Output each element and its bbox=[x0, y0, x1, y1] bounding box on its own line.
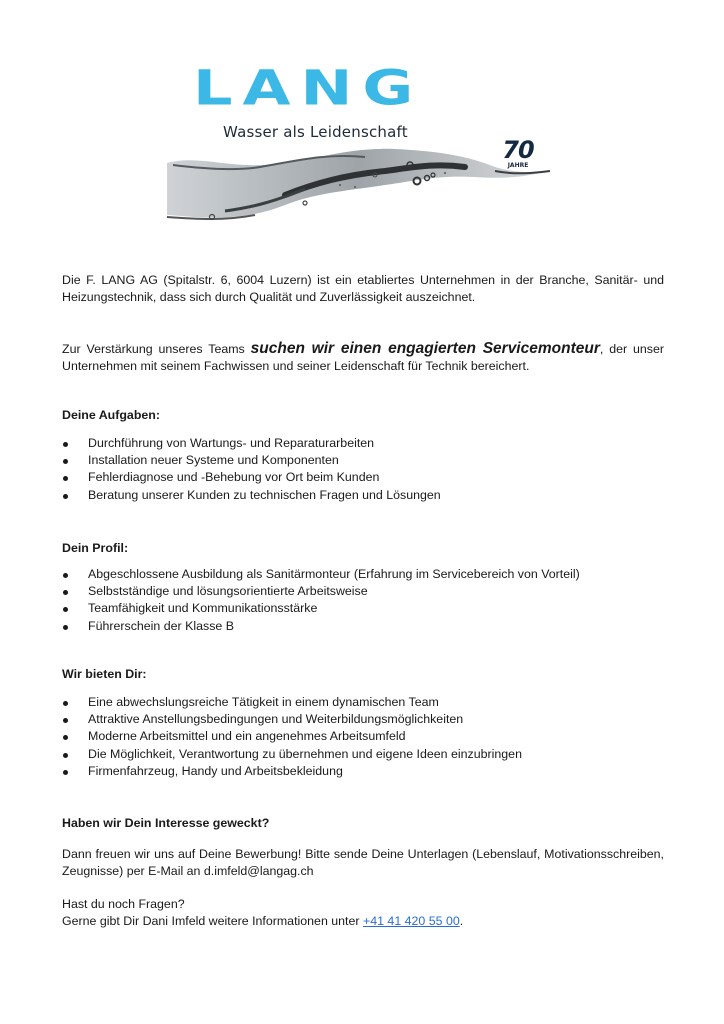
section-heading-interesse: Haben wir Dein Interesse geweckt? bbox=[62, 816, 270, 830]
list-item: Attraktive Anstellungsbedingungen und Weiterbildungsmöglichkeiten bbox=[62, 711, 682, 728]
section-heading-aufgaben: Deine Aufgaben: bbox=[62, 408, 160, 422]
list-item: Beratung unserer Kunden zu technischen Fragen und Lösungen bbox=[62, 487, 682, 504]
contact-line bbox=[62, 913, 664, 930]
contact-period: . bbox=[459, 914, 464, 928]
water-splash-icon bbox=[165, 145, 555, 235]
lead-emphasis: suchen wir einen engagierten Servicemonteur bbox=[250, 340, 600, 357]
list-item: Abgeschlossene Ausbildung als Sanitärmonteur (Erfahrung im Servicebereich von Vorteil) bbox=[62, 566, 682, 583]
logo-tagline: Wasser als Leidenschaft bbox=[223, 123, 408, 141]
company-logo-header bbox=[165, 60, 555, 235]
section-heading-bieten: Wir bieten Dir: bbox=[62, 667, 147, 681]
contact-questions bbox=[62, 896, 664, 930]
list-item: Selbstständige und lösungsorientierte Arbeitsweise bbox=[62, 583, 682, 600]
anniversary-label: JAHRE bbox=[507, 162, 529, 169]
aufgaben-list bbox=[62, 435, 682, 504]
list-item: Firmenfahrzeug, Handy und Arbeitsbekleidung bbox=[62, 763, 682, 780]
list-item: Eine abwechslungsreiche Tätigkeit in einem dynamischen Team bbox=[62, 694, 682, 711]
lead-text-before: Zur Verstärkung unseres Teams bbox=[62, 342, 251, 356]
questions-line: Hast du noch Fragen? bbox=[62, 897, 185, 911]
list-item: Teamfähigkeit und Kommunikationsstärke bbox=[62, 600, 682, 617]
bieten-list bbox=[62, 694, 682, 780]
job-lead-paragraph bbox=[62, 340, 664, 375]
anniversary-number: 70 bbox=[502, 136, 534, 164]
list-item: Installation neuer Systeme und Komponenten bbox=[62, 452, 682, 469]
list-item: Durchführung von Wartungs- und Reparaturarbeiten bbox=[62, 435, 682, 452]
lang-logo-wordmark: LANG bbox=[193, 59, 424, 117]
application-instructions: Dann freuen wir uns auf Deine Bewerbung! Bitte sende Deine Unterlagen (Lebenslauf, Motivationsschreiben, Zeugnisse) per E-Mail an d.imfeld@langag.ch bbox=[62, 847, 664, 878]
company-intro-paragraph: Die F. LANG AG (Spitalstr. 6, 6004 Luzern) ist ein etabliertes Unternehmen in der Branche, Sanitär- und Heizungstechnik, dass sich durch Qualität und Zuverlässigkeit auszeichnet. bbox=[62, 273, 664, 304]
list-item: Fehlerdiagnose und -Behebung vor Ort beim Kunden bbox=[62, 469, 682, 486]
contact-text: Gerne gibt Dir Dani Imfeld weitere Informationen unter bbox=[62, 914, 363, 928]
list-item: Die Möglichkeit, Verantwortung zu übernehmen und eigene Ideen einzubringen bbox=[62, 746, 682, 763]
profil-list bbox=[62, 566, 682, 635]
phone-link[interactable]: +41 41 420 55 00 bbox=[362, 914, 460, 928]
section-heading-profil: Dein Profil: bbox=[62, 541, 129, 555]
lead-text-after: , der unser Unternehmen mit seinem Fachwissen und seiner Leidenschaft für Technik bereichert. bbox=[62, 342, 664, 373]
list-item: Moderne Arbeitsmittel und ein angenehmes Arbeitsumfeld bbox=[62, 728, 682, 745]
list-item: Führerschein der Klasse B bbox=[62, 618, 682, 635]
